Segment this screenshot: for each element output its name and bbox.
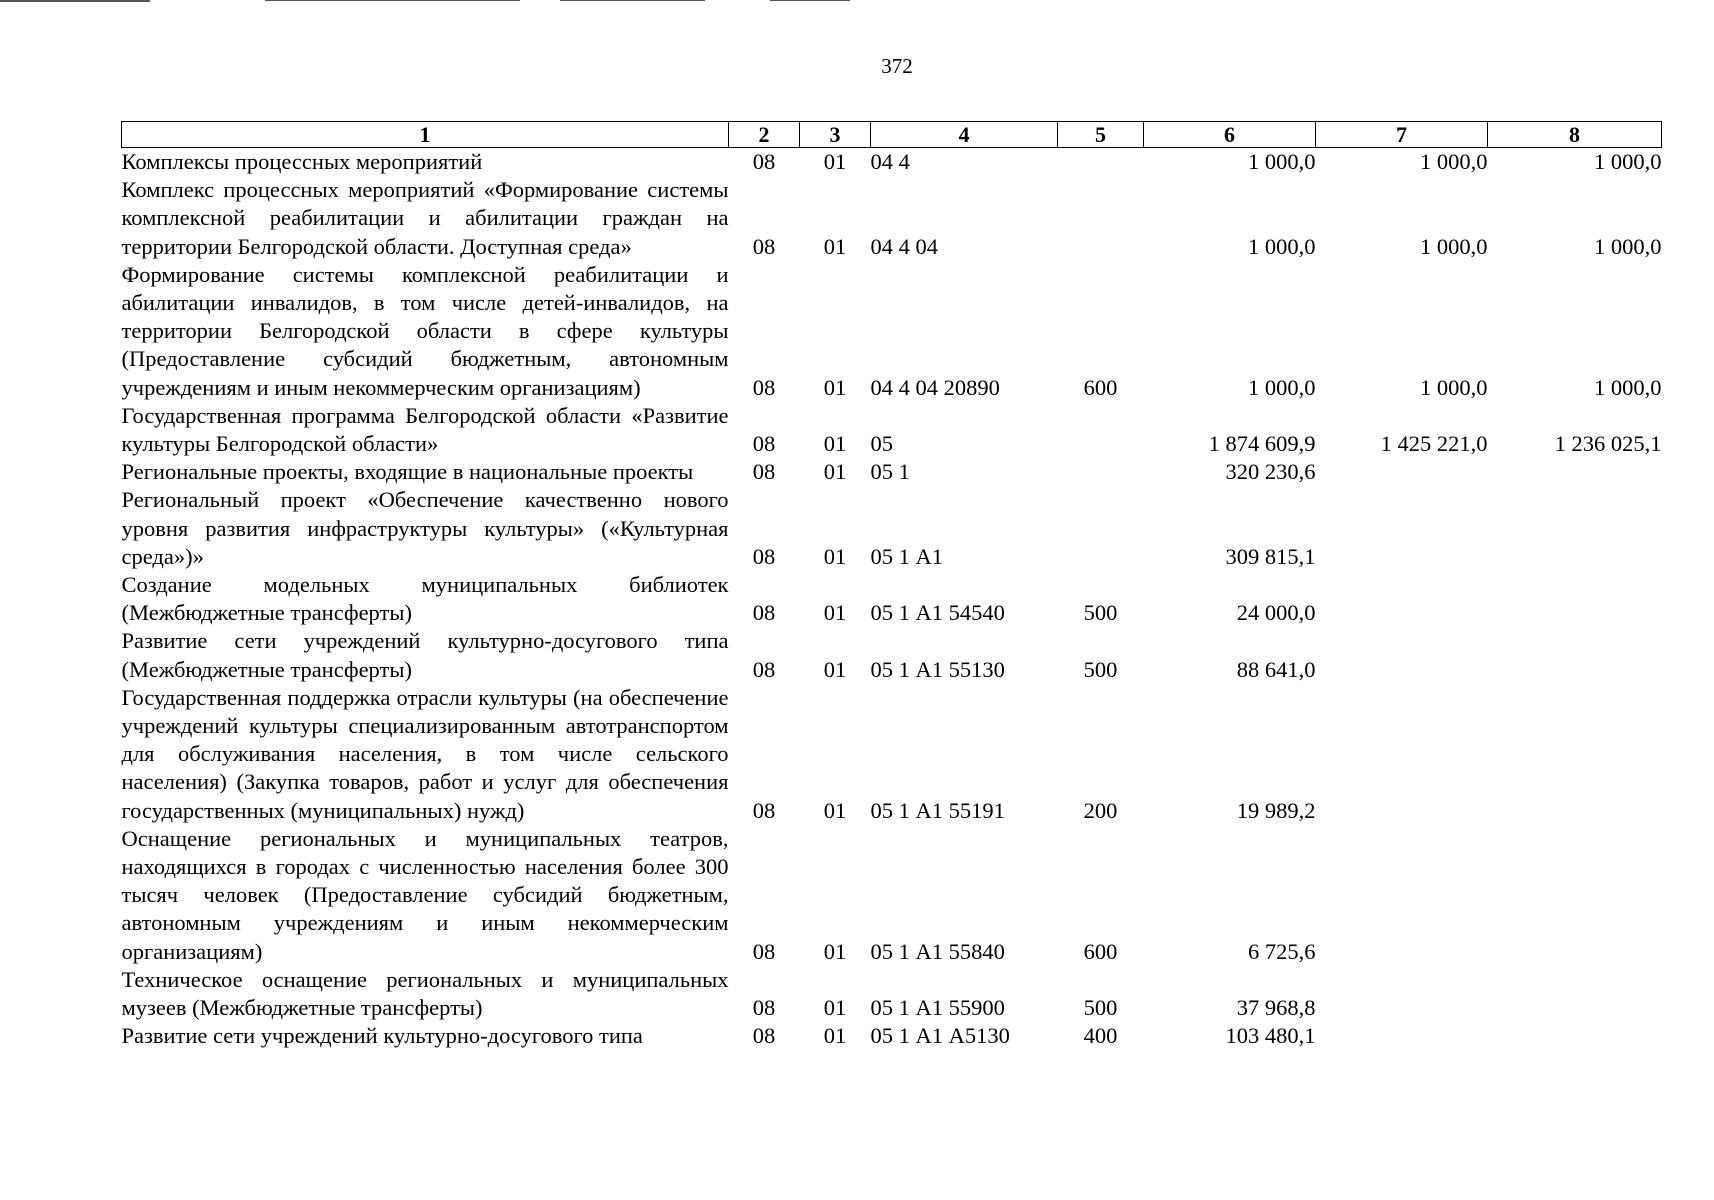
table-row [122,458,1662,486]
row-amount-col7 [1316,966,1488,1022]
table-row [122,402,1662,458]
row-target-code: 05 [870,431,893,457]
row-expense-type: 600 [1083,938,1118,964]
row-amount-col6: 6 725,6 [1248,938,1316,964]
row-amount-col8 [1488,966,1662,1022]
row-target-code: 04 4 04 [870,233,938,259]
row-target-code: 05 1 А1 55900 [870,995,1005,1021]
table-row [122,176,1662,261]
row-amount-col7 [1316,486,1488,571]
row-target-code: 05 1 А1 А5130 [870,1023,1010,1049]
row-subsection: 01 [823,600,847,626]
table-row [122,825,1662,966]
row-amount-col8: 1 236 025,1 [1554,431,1662,457]
column-header: 6 [1144,122,1316,148]
row-amount-col8 [1488,627,1662,683]
scan-edge-line [770,0,850,1]
row-section: 08 [752,459,776,485]
table-row [122,148,1662,177]
column-header: 2 [729,122,800,148]
row-expense-type [1058,176,1144,261]
row-amount-col7: 1 425 221,0 [1380,431,1488,457]
table-row [122,486,1662,571]
table-row [122,571,1662,627]
row-section: 08 [752,797,776,823]
column-header: 8 [1488,122,1662,148]
row-amount-col6: 1 000,0 [1248,374,1316,400]
column-header: 5 [1058,122,1144,148]
row-section: 08 [752,149,776,174]
row-amount-col8 [1488,571,1662,627]
row-amount-col8: 1 000,0 [1594,233,1662,259]
row-name: Развитие сети учреждений культурно-досугового типа [121,1023,643,1049]
row-amount-col6: 37 968,8 [1236,995,1316,1021]
row-amount-col8 [1488,684,1662,825]
table-body [122,148,1662,1051]
row-amount-col6: 103 480,1 [1225,1023,1316,1049]
row-amount-col6: 1 874 609,9 [1208,431,1316,457]
row-amount-col7: 1 000,0 [1420,149,1488,174]
row-amount-col6: 88 641,0 [1236,656,1316,682]
row-amount-col7 [1316,571,1488,627]
row-subsection: 01 [823,431,847,457]
row-name: Техническое оснащение региональных и муниципальных музеев (Межбюджетные трансферты) [121,966,729,1021]
scan-edge-line [560,0,705,1]
row-amount-col7 [1316,1022,1488,1050]
row-target-code: 05 1 [870,459,910,485]
column-header: 1 [122,122,729,148]
row-subsection: 01 [823,233,847,259]
row-subsection: 01 [823,938,847,964]
row-amount-col6: 24 000,0 [1236,600,1316,626]
table-row [122,261,1662,402]
row-name: Комплекс процессных мероприятий «Формирование системы комплексной реабилитации и абилитации граждан на территории Белгородской области. Доступная среда» [121,177,729,259]
row-amount-col7: 1 000,0 [1420,233,1488,259]
row-name: Развитие сети учреждений культурно-досугового типа (Межбюджетные трансферты) [121,628,729,682]
table-row [122,966,1662,1022]
table-header [122,122,1662,148]
row-amount-col8 [1488,458,1662,486]
row-amount-col7 [1316,627,1488,683]
column-header: 4 [871,122,1058,148]
row-name: Оснащение региональных и муниципальных театров, находящихся в городах с численностью населения более 300 тысяч человек (Предоставление субсидий бюджетным, автономным учреждениям и иным некоммерческим организациям) [121,825,729,964]
row-name: Государственная программа Белгородской области «Развитие культуры Белгородской области» [121,402,729,457]
row-section: 08 [752,938,776,964]
table-row [122,1022,1662,1050]
row-target-code: 05 1 А1 55840 [870,938,1005,964]
row-subsection: 01 [823,149,847,174]
row-amount-col6: 320 230,6 [1225,459,1316,485]
row-name: Комплексы процессных мероприятий [121,149,483,174]
row-section: 08 [752,600,776,626]
row-amount-col6: 309 815,1 [1225,543,1316,569]
row-expense-type: 400 [1083,1023,1118,1049]
table-row [122,684,1662,825]
row-section: 08 [752,656,776,682]
row-name: Региональные проекты, входящие в национальные проекты [121,459,694,485]
row-section: 08 [752,374,776,400]
column-header: 7 [1316,122,1488,148]
row-subsection: 01 [823,1023,847,1049]
row-subsection: 01 [823,374,847,400]
row-name: Региональный проект «Обеспечение качественно нового уровня развития инфраструктуры культуры» («Культурная среда»)» [121,487,729,569]
row-name: Формирование системы комплексной реабилитации и абилитации инвалидов, в том числе детей-инвалидов, на территории Белгородской области в сфере культуры (Предоставление субсидий бюджетным, автономным учреждениям и иным некоммерческим организациям) [121,261,729,400]
row-section: 08 [752,543,776,569]
row-subsection: 01 [823,656,847,682]
page-number: 372 [881,54,913,78]
row-expense-type: 500 [1083,995,1118,1021]
row-expense-type: 500 [1083,600,1118,626]
row-expense-type [1058,402,1144,458]
row-section: 08 [752,995,776,1021]
row-target-code: 04 4 [870,149,910,174]
row-subsection: 01 [823,543,847,569]
row-amount-col8 [1488,486,1662,571]
row-target-code: 05 1 А1 55191 [870,797,1005,823]
row-expense-type: 600 [1083,374,1118,400]
row-target-code: 05 1 А1 55130 [870,656,1005,682]
row-name: Государственная поддержка отрасли культуры (на обеспечение учреждений культуры специализированным автотранспортом для обслуживания населения, в том числе сельского населения) (Закупка товаров, работ и услуг для обеспечения государственных (муниципальных) нужд) [121,684,729,823]
row-amount-col7 [1316,684,1488,825]
row-name: Создание модельных муниципальных библиотек (Межбюджетные трансферты) [121,572,729,626]
table-row [122,627,1662,683]
row-amount-col7 [1316,458,1488,486]
row-subsection: 01 [823,797,847,823]
row-expense-type [1058,458,1144,486]
row-amount-col6: 1 000,0 [1248,149,1316,174]
row-target-code: 05 1 А1 54540 [870,600,1005,626]
row-amount-col8: 1 000,0 [1594,149,1662,174]
row-target-code: 05 1 А1 [870,543,943,569]
row-expense-type [1058,486,1144,571]
row-amount-col8 [1488,1022,1662,1050]
row-expense-type: 500 [1083,656,1118,682]
row-expense-type [1058,148,1144,177]
scan-edge-line [0,0,150,2]
row-amount-col8 [1488,825,1662,966]
row-section: 08 [752,431,776,457]
row-expense-type: 200 [1083,797,1118,823]
row-subsection: 01 [823,995,847,1021]
row-amount-col6: 1 000,0 [1248,233,1316,259]
column-header: 3 [800,122,871,148]
scan-edge-line [265,0,520,1]
row-subsection: 01 [823,459,847,485]
row-section: 08 [752,233,776,259]
row-amount-col7 [1316,825,1488,966]
row-section: 08 [752,1023,776,1049]
row-amount-col6: 19 989,2 [1236,797,1316,823]
budget-table [121,121,1662,1051]
header-row [122,122,1662,148]
row-amount-col7: 1 000,0 [1420,374,1488,400]
row-target-code: 04 4 04 20890 [870,374,1000,400]
row-amount-col8: 1 000,0 [1594,374,1662,400]
